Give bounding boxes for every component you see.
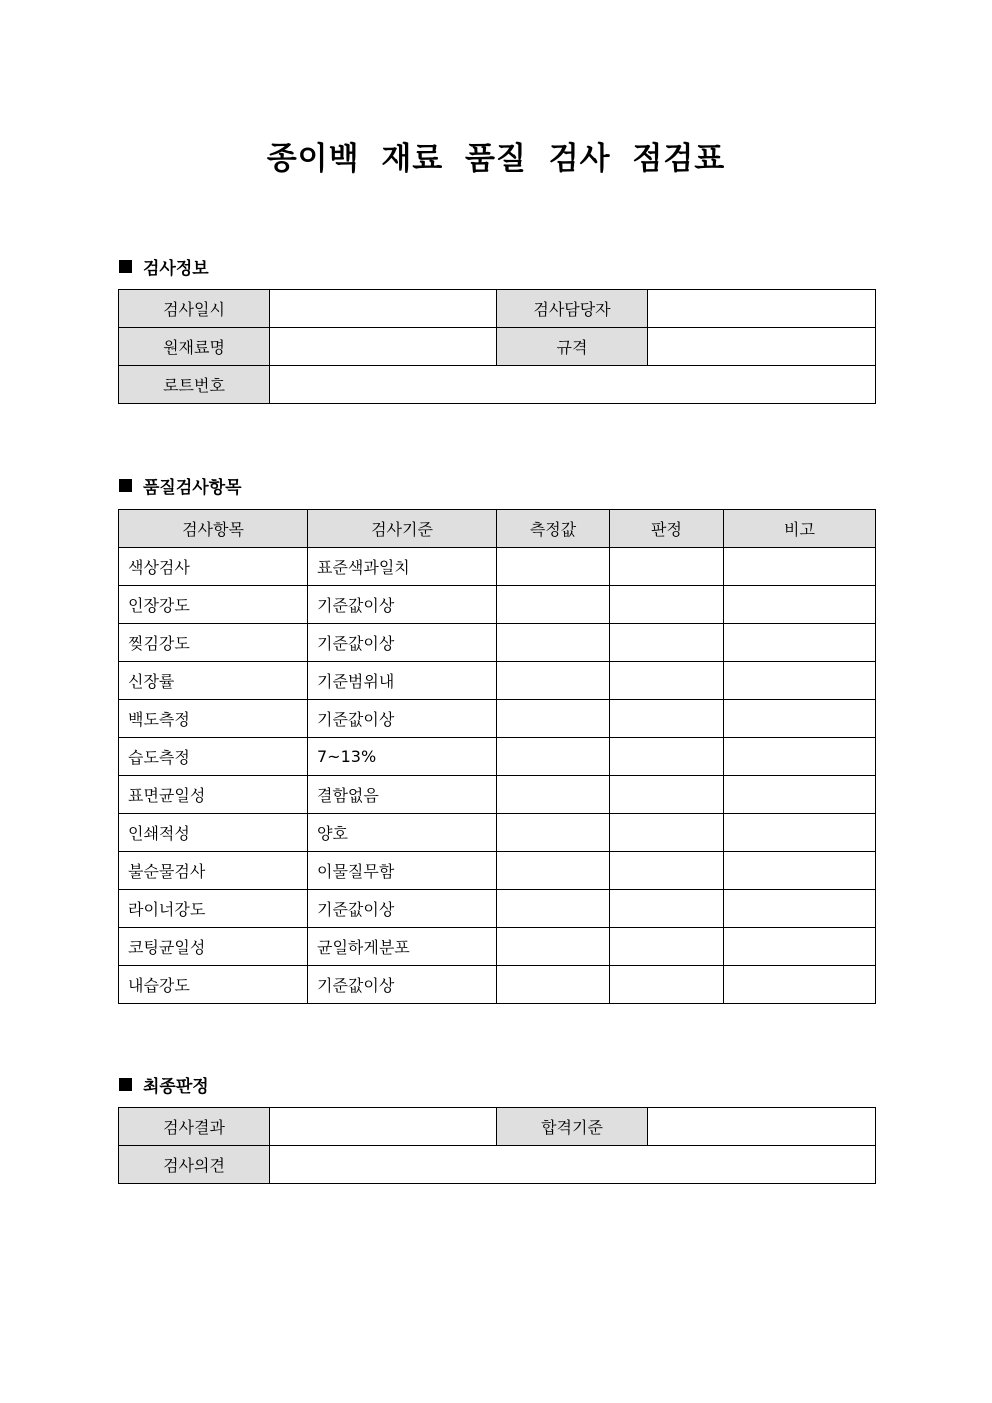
cell-judgment[interactable] <box>610 814 724 852</box>
cell-standard: 양호 <box>308 814 497 852</box>
cell-judgment[interactable] <box>610 624 724 662</box>
label-date: 검사일시 <box>119 290 270 328</box>
cell-remarks[interactable] <box>724 700 876 738</box>
cell-item: 백도측정 <box>119 700 308 738</box>
cell-item: 색상검사 <box>119 548 308 586</box>
column-header: 비고 <box>724 510 876 548</box>
table-row <box>119 852 876 890</box>
table-row <box>119 738 876 776</box>
section-heading-text: 최종판정 <box>143 1077 209 1097</box>
cell-standard: 표준색과일치 <box>308 548 497 586</box>
cell-remarks[interactable] <box>724 928 876 966</box>
label-material: 원재료명 <box>119 328 270 366</box>
cell-standard: 기준값이상 <box>308 624 497 662</box>
cell-item: 찢김강도 <box>119 624 308 662</box>
final-judgment-table <box>118 1107 876 1184</box>
cell-remarks[interactable] <box>724 624 876 662</box>
label-spec: 규격 <box>497 328 648 366</box>
page-title: 종이백 재료 품질 검사 점검표 <box>266 141 726 177</box>
cell-judgment[interactable] <box>610 662 724 700</box>
section-heading-quality-items <box>119 473 242 498</box>
cell-standard: 균일하게분포 <box>308 928 497 966</box>
cell-judgment[interactable] <box>610 852 724 890</box>
field-criteria[interactable] <box>648 1108 876 1146</box>
cell-measured[interactable] <box>497 852 610 890</box>
field-spec[interactable] <box>648 328 876 366</box>
cell-item: 인장강도 <box>119 586 308 624</box>
cell-measured[interactable] <box>497 814 610 852</box>
square-bullet-icon <box>119 479 132 492</box>
field-opinion[interactable] <box>270 1146 876 1184</box>
label-inspector: 검사담당자 <box>497 290 648 328</box>
field-lot[interactable] <box>270 366 876 404</box>
table-row <box>119 624 876 662</box>
cell-remarks[interactable] <box>724 852 876 890</box>
cell-remarks[interactable] <box>724 814 876 852</box>
cell-item: 습도측정 <box>119 738 308 776</box>
label-lot: 로트번호 <box>119 366 270 404</box>
cell-item: 표면균일성 <box>119 776 308 814</box>
table-row <box>119 776 876 814</box>
table-row <box>119 966 876 1004</box>
cell-judgment[interactable] <box>610 776 724 814</box>
cell-judgment[interactable] <box>610 738 724 776</box>
section-heading-final <box>119 1072 209 1097</box>
square-bullet-icon <box>119 260 132 273</box>
table-row <box>119 662 876 700</box>
cell-measured[interactable] <box>497 586 610 624</box>
cell-judgment[interactable] <box>610 700 724 738</box>
cell-standard: 7~13% <box>308 738 497 776</box>
cell-judgment[interactable] <box>610 586 724 624</box>
cell-standard: 기준값이상 <box>308 966 497 1004</box>
cell-measured[interactable] <box>497 890 610 928</box>
cell-item: 내습강도 <box>119 966 308 1004</box>
cell-standard: 결함없음 <box>308 776 497 814</box>
cell-remarks[interactable] <box>724 966 876 1004</box>
section-heading-inspection-info <box>119 254 209 279</box>
cell-judgment[interactable] <box>610 966 724 1004</box>
field-inspector[interactable] <box>648 290 876 328</box>
table-row <box>119 928 876 966</box>
label-result: 검사결과 <box>119 1108 270 1146</box>
field-date[interactable] <box>270 290 497 328</box>
cell-item: 코팅균일성 <box>119 928 308 966</box>
cell-standard: 이물질무함 <box>308 852 497 890</box>
cell-standard: 기준값이상 <box>308 700 497 738</box>
cell-measured[interactable] <box>497 662 610 700</box>
cell-measured[interactable] <box>497 700 610 738</box>
label-criteria: 합격기준 <box>497 1108 648 1146</box>
field-material[interactable] <box>270 328 497 366</box>
cell-remarks[interactable] <box>724 662 876 700</box>
column-header: 판정 <box>610 510 724 548</box>
cell-measured[interactable] <box>497 548 610 586</box>
cell-standard: 기준범위내 <box>308 662 497 700</box>
cell-remarks[interactable] <box>724 890 876 928</box>
cell-item: 라이너강도 <box>119 890 308 928</box>
cell-measured[interactable] <box>497 738 610 776</box>
cell-measured[interactable] <box>497 624 610 662</box>
cell-judgment[interactable] <box>610 928 724 966</box>
cell-measured[interactable] <box>497 928 610 966</box>
inspection-info-table <box>118 289 876 404</box>
column-header: 검사항목 <box>119 510 308 548</box>
cell-remarks[interactable] <box>724 738 876 776</box>
cell-measured[interactable] <box>497 966 610 1004</box>
cell-item: 불순물검사 <box>119 852 308 890</box>
cell-item: 신장률 <box>119 662 308 700</box>
cell-measured[interactable] <box>497 776 610 814</box>
table-row <box>119 700 876 738</box>
label-opinion: 검사의견 <box>119 1146 270 1184</box>
cell-judgment[interactable] <box>610 890 724 928</box>
cell-remarks[interactable] <box>724 548 876 586</box>
cell-judgment[interactable] <box>610 548 724 586</box>
table-row <box>119 586 876 624</box>
column-header: 검사기준 <box>308 510 497 548</box>
square-bullet-icon <box>119 1078 132 1091</box>
cell-item: 인쇄적성 <box>119 814 308 852</box>
table-row <box>119 890 876 928</box>
cell-remarks[interactable] <box>724 776 876 814</box>
cell-standard: 기준값이상 <box>308 586 497 624</box>
cell-remarks[interactable] <box>724 586 876 624</box>
column-header: 측정값 <box>497 510 610 548</box>
section-heading-text: 품질검사항목 <box>143 478 242 498</box>
quality-items-table <box>118 509 876 1004</box>
section-heading-text: 검사정보 <box>143 259 209 279</box>
field-result[interactable] <box>270 1108 497 1146</box>
cell-standard: 기준값이상 <box>308 890 497 928</box>
table-row <box>119 814 876 852</box>
table-row <box>119 548 876 586</box>
